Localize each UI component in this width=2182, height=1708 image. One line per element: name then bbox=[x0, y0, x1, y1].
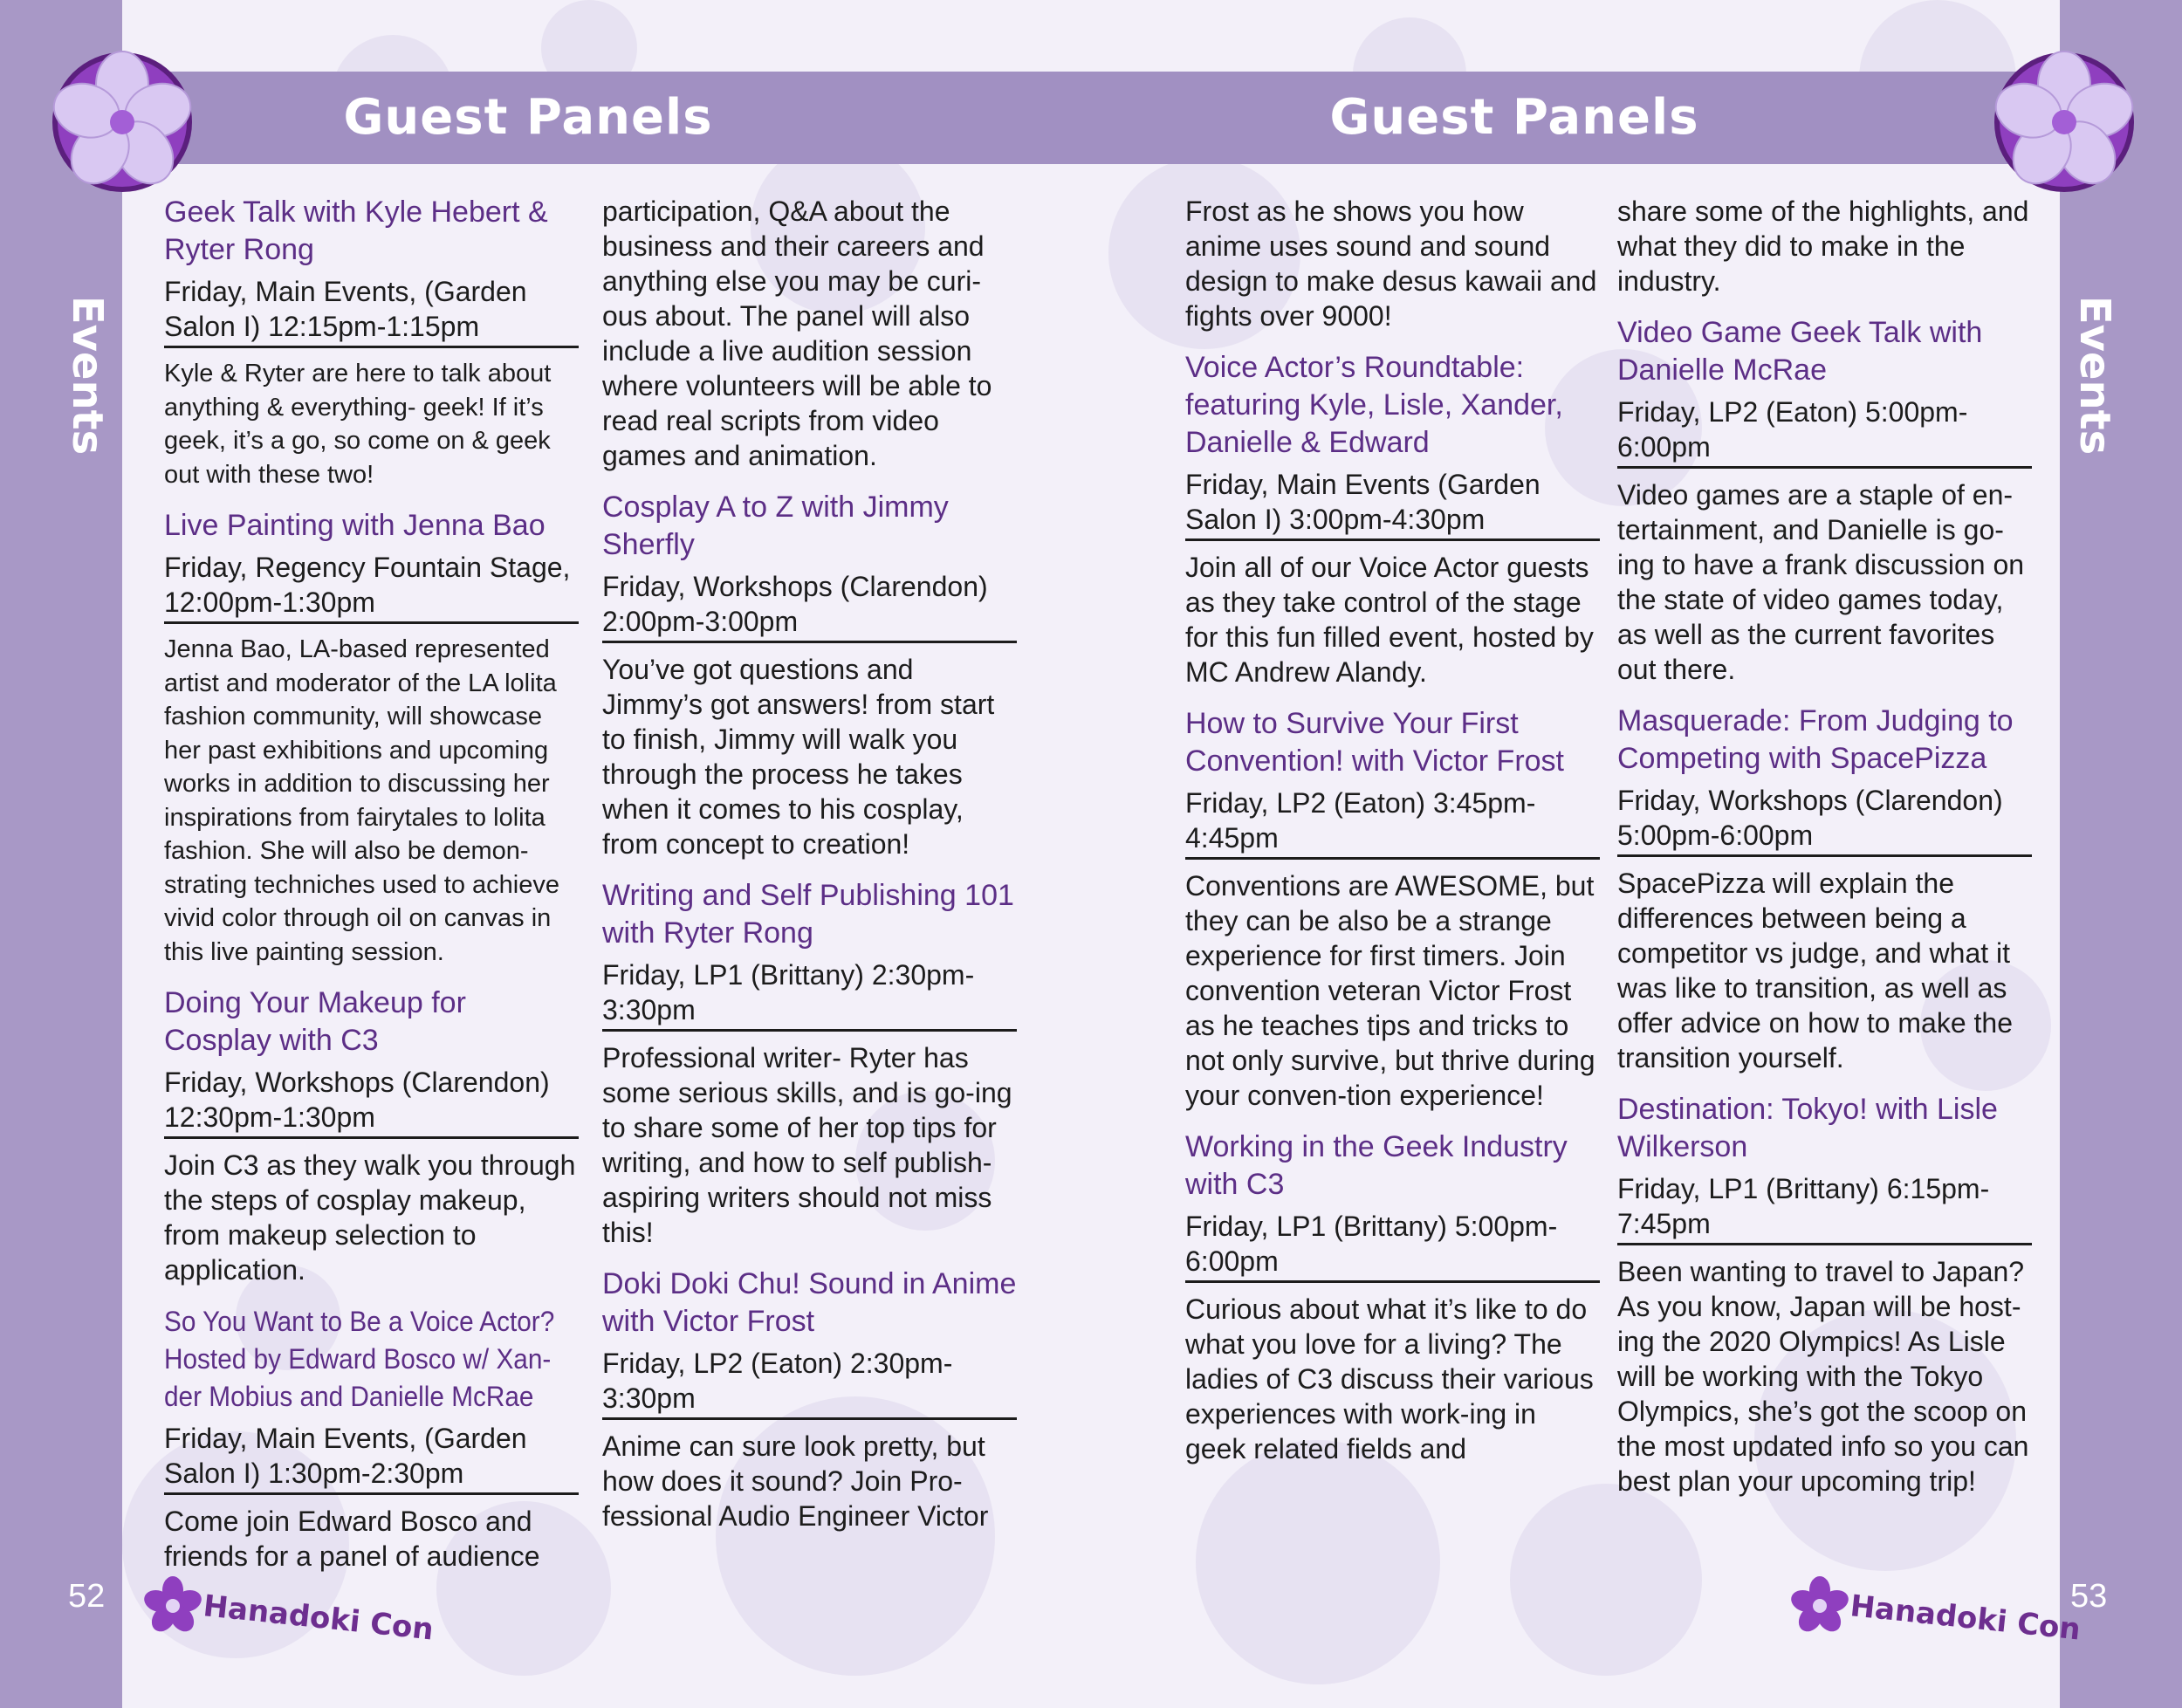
event-meta: Friday, LP2 (Eaton) 5:00pm-6:00pm bbox=[1617, 394, 2032, 469]
side-label-text: Events bbox=[63, 295, 112, 456]
event-description: Come join Edward Bosco and friends for a panel of audience bbox=[164, 1506, 540, 1572]
page-number-left: 52 bbox=[68, 1578, 106, 1615]
event-block bbox=[1185, 705, 1600, 1113]
event-description: Been wanting to travel to Japan? As you know, Japan will be host-ing the 2020 Olympics! As Lisle will be working with the Tokyo Olympics, she’s got the scoop on the most updated info so you can best plan your upcoming trip! bbox=[1617, 1256, 2029, 1497]
event-meta: Friday, Main Events, (Garden Salon I) 12:15pm-1:15pm bbox=[164, 274, 579, 348]
event-meta: Friday, LP2 (Eaton) 2:30pm-3:30pm bbox=[602, 1346, 1017, 1420]
event-description: SpacePizza will explain the differences between being a competitor vs judge, and what it was like to transition, as well as offer advice on how to make the transition yourself. bbox=[1617, 868, 2014, 1074]
event-title: Destination: Tokyo! with Lisle Wilkerson bbox=[1617, 1093, 1998, 1163]
event-block bbox=[602, 877, 1017, 1250]
logo-text: Hanadoki Con bbox=[201, 1588, 436, 1648]
event-description: Conventions are AWESOME, but they can be also be a strange experience for first timers. Join convention veteran Victor Frost as he teaches tips and tricks to not only survive, but thrive during your conven-tion experience! bbox=[1185, 870, 1595, 1111]
event-block bbox=[1617, 1091, 2032, 1499]
event-description: Join C3 as they walk you through the steps of cosplay makeup, from makeup selection to application. bbox=[164, 1149, 576, 1286]
event-description: Jenna Bao, LA-based represented artist and moderator of the LA lolita fashion community, will showcase her past exhibitions and upcoming works in addition to discussing her inspirations from fairytales to lolita fashion. She will also be demon-strating techniches used to achieve vivid color through oil on canvas in this live painting session. bbox=[164, 635, 559, 966]
right-banner-title: Guest Panels bbox=[1329, 89, 1699, 146]
event-title: How to Survive Your First Convention! with Victor Frost bbox=[1185, 707, 1564, 778]
event-meta: Friday, Workshops (Clarendon) 12:30pm-1:30pm bbox=[164, 1065, 579, 1139]
event-meta: Friday, Workshops (Clarendon) 5:00pm-6:00pm bbox=[1617, 783, 2032, 857]
event-block bbox=[602, 1266, 1017, 1533]
event-block bbox=[164, 984, 579, 1287]
event-block bbox=[164, 1303, 579, 1574]
right-banner bbox=[1091, 72, 2060, 164]
event-meta: Friday, Regency Fountain Stage, 12:00pm-1:30pm bbox=[164, 550, 579, 624]
event-block bbox=[164, 194, 579, 491]
left-banner-title: Guest Panels bbox=[343, 89, 713, 146]
event-meta: Friday, LP1 (Brittany) 6:15pm-7:45pm bbox=[1617, 1171, 2032, 1245]
event-meta: Friday, LP1 (Brittany) 2:30pm-3:30pm bbox=[602, 957, 1017, 1032]
column-2 bbox=[602, 194, 1017, 1533]
event-title: Doing Your Makeup for Cosplay with C3 bbox=[164, 986, 466, 1057]
event-description: Curious about what it’s like to do what you love for a living? The ladies of C3 discuss their various experiences with work-ing in geek related fields and bbox=[1185, 1293, 1594, 1464]
event-block bbox=[164, 507, 579, 969]
left-banner bbox=[122, 72, 1091, 164]
event-description: You’ve got questions and Jimmy’s got answers! from start to finish, Jimmy will walk you through the process he takes when it comes to his cosplay, from concept to creation! bbox=[602, 654, 995, 860]
column-4 bbox=[1617, 194, 2032, 1499]
continued-text: participation, Q&A about the business and their careers and anything else you may be curi-ous about. The panel will also include a live audition session where volunteers will be able to read real scripts from video games and animation. bbox=[602, 195, 992, 471]
event-block bbox=[1185, 349, 1600, 689]
column-3 bbox=[1185, 194, 1600, 1466]
event-meta: Friday, Workshops (Clarendon) 2:00pm-3:00pm bbox=[602, 569, 1017, 643]
event-description: Join all of our Voice Actor guests as they take control of the stage for this fun filled event, hosted by MC Andrew Alandy. bbox=[1185, 552, 1594, 688]
event-description: Video games are a staple of en-tertainment, and Danielle is go-ing to have a frank discussion on the state of video games today, as well as the current favorites out there. bbox=[1617, 479, 2025, 685]
event-title: So You Want to Be a Voice Actor? Hosted by Edward Bosco w/ Xan-der Mobius and Danielle McRae bbox=[164, 1306, 555, 1412]
event-title: Writing and Self Publishing 101 with Ryter Rong bbox=[602, 879, 1014, 950]
event-title: Doki Doki Chu! Sound in Anime with Victor Frost bbox=[602, 1267, 1017, 1338]
left-side-strip bbox=[0, 0, 122, 1708]
sakura-flower-icon bbox=[1990, 48, 2138, 196]
event-meta: Friday, Main Events, (Garden Salon I) 1:30pm-2:30pm bbox=[164, 1421, 579, 1495]
logo-text: Hanadoki Con bbox=[1848, 1588, 2083, 1648]
right-side-label bbox=[2034, 288, 2156, 463]
continued-text: share some of the highlights, and what they did to make in the industry. bbox=[1617, 195, 2029, 297]
event-title: Voice Actor’s Roundtable: featuring Kyle, Lisle, Xander, Danielle & Edward bbox=[1185, 351, 1563, 459]
page-number-right: 53 bbox=[2070, 1578, 2108, 1615]
event-title: Cosplay A to Z with Jimmy Sherfly bbox=[602, 490, 949, 561]
event-meta: Friday, LP2 (Eaton) 3:45pm-4:45pm bbox=[1185, 785, 1600, 860]
event-description: Professional writer- Ryter has some serious skills, and is go-ing to share some of her top tips for writing, and how to self publish- aspiring writers should not miss this! bbox=[602, 1042, 1012, 1248]
column-1 bbox=[164, 194, 579, 1574]
event-meta: Friday, Main Events (Garden Salon I) 3:00pm-4:30pm bbox=[1185, 467, 1600, 541]
event-block bbox=[1185, 1128, 1600, 1466]
event-title: Live Painting with Jenna Bao bbox=[164, 509, 546, 542]
event-title: Video Game Geek Talk with Danielle McRae bbox=[1617, 316, 1983, 387]
side-label-text: Events bbox=[2070, 295, 2119, 456]
right-side-strip bbox=[2060, 0, 2182, 1708]
hanadoki-con-logo-icon bbox=[142, 1571, 436, 1648]
event-description: Anime can sure look pretty, but how does it sound? Join Pro-fessional Audio Engineer Victor bbox=[602, 1430, 989, 1532]
event-description: Kyle & Ryter are here to talk about anything & everything- geek! If it’s geek, it’s a go, so come on & geek out with these two! bbox=[164, 360, 552, 489]
sakura-flower-icon bbox=[48, 48, 196, 196]
event-title: Geek Talk with Kyle Hebert & Ryter Rong bbox=[164, 195, 548, 266]
event-title: Working in the Geek Industry with C3 bbox=[1185, 1130, 1568, 1201]
event-block bbox=[602, 489, 1017, 861]
event-block bbox=[1617, 314, 2032, 687]
hanadoki-con-logo-icon bbox=[1789, 1571, 2083, 1648]
continued-text: Frost as he shows you how anime uses sound and sound design to make desus kawaii and fights over 9000! bbox=[1185, 195, 1597, 332]
event-title: Masquerade: From Judging to Competing with SpacePizza bbox=[1617, 704, 2014, 775]
event-block bbox=[1617, 703, 2032, 1075]
left-side-label bbox=[26, 288, 148, 463]
event-meta: Friday, LP1 (Brittany) 5:00pm-6:00pm bbox=[1185, 1209, 1600, 1283]
